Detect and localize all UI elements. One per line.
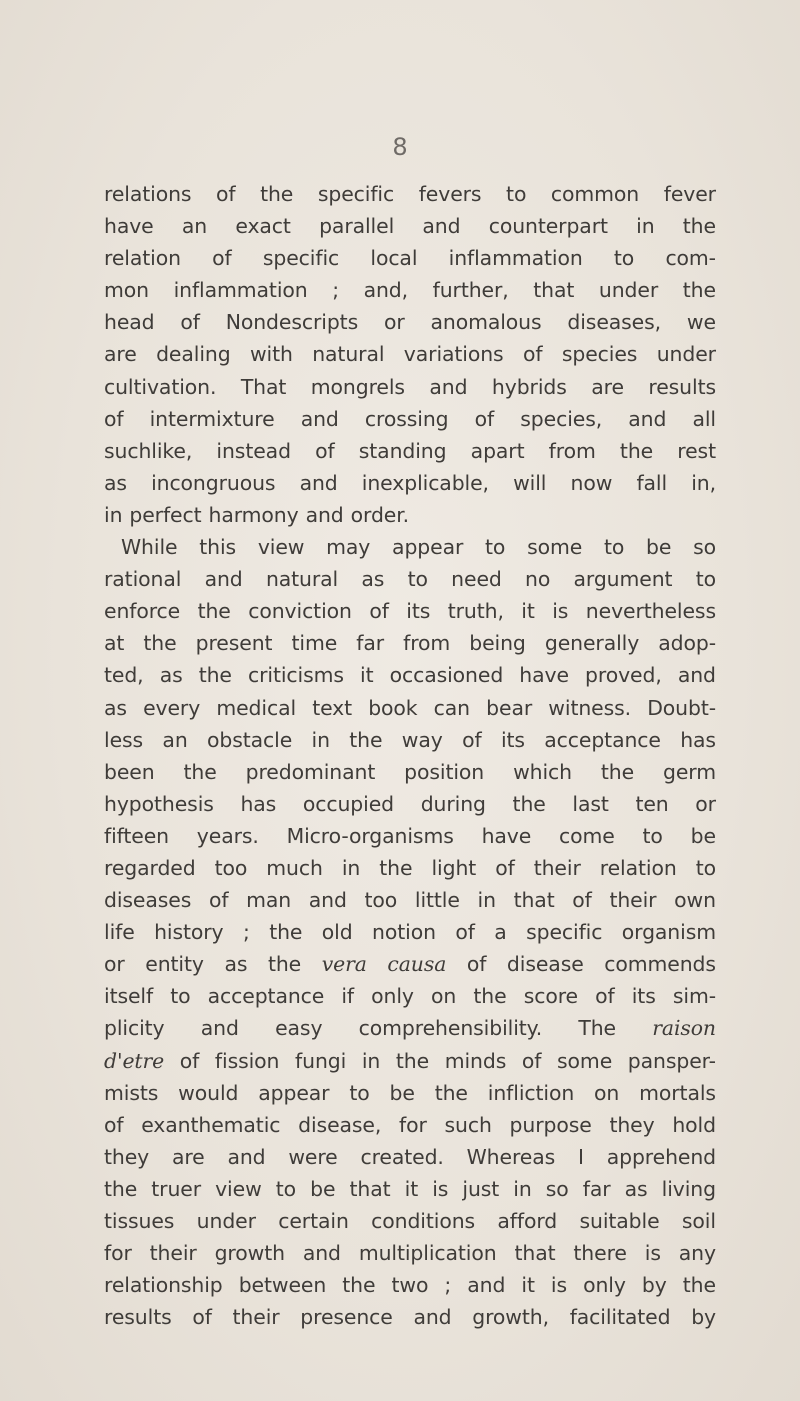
text-line: suchlike, instead of standing apart from the rest	[104, 438, 716, 463]
text-line: d'etre of fission fungi in the minds of some pansper-	[104, 1048, 716, 1073]
text-line: plicity and easy comprehensibility. The raison	[104, 1016, 716, 1041]
text-line: tissues under certain conditions afford suitable soil	[104, 1209, 716, 1233]
text-line: ted, as the criticisms it occasioned have proved, and	[104, 663, 716, 688]
text-line: relationship between the two ; and it is only by the	[104, 1273, 716, 1298]
text-line: cultivation. That mongrels and hybrids are results	[104, 374, 716, 399]
text-line: for their growth and multiplication that there is any	[104, 1241, 716, 1266]
text-line: mists would appear to be the infliction on mortals	[104, 1080, 716, 1105]
text-line: itself to acceptance if only on the score of its sim-	[104, 984, 716, 1009]
text-line: relations of the specific fevers to common fever	[104, 182, 716, 206]
text-line: head of Nondescripts or anomalous diseases, we	[104, 310, 716, 335]
text-line: rational and natural as to need no argument to	[104, 567, 716, 592]
text-line: or entity as the vera causa of disease commends	[104, 952, 716, 977]
text-line: less an obstacle in the way of its acceptance has	[104, 727, 716, 752]
text-line: of exanthematic disease, for such purpose they hold	[104, 1112, 716, 1137]
text-line: life history ; the old notion of a specific organism	[104, 920, 716, 945]
text-line: are dealing with natural variations of species under	[104, 342, 716, 367]
text-line: as incongruous and inexplicable, will now fall in,	[104, 470, 716, 495]
text-line: fifteen years. Micro-organisms have come to be	[104, 823, 716, 848]
text-line: of intermixture and crossing of species, and all	[104, 406, 716, 431]
text-line: in perfect harmony and order.	[104, 502, 410, 527]
text-line: have an exact parallel and counterpart in the	[104, 214, 716, 239]
text-line: regarded too much in the light of their relation to	[104, 855, 716, 880]
text-line: mon inflammation ; and, further, that under the	[104, 278, 716, 303]
text-line: at the present time far from being generally adop-	[104, 631, 716, 656]
text-line: enforce the conviction of its truth, it is nevertheless	[104, 599, 716, 624]
body-text	[104, 178, 716, 1333]
text-line: hypothesis has occupied during the last ten or	[104, 791, 716, 816]
text-line: results of their presence and growth, facilitated by	[104, 1305, 716, 1330]
text-line: While this view may appear to some to be so	[121, 535, 716, 560]
text-line: as every medical text book can bear witness. Doubt-	[104, 695, 716, 720]
text-line: relation of specific local inflammation to com-	[104, 246, 716, 271]
text-line: diseases of man and too little in that of their own	[104, 888, 716, 913]
text-line: the truer view to be that it is just in so far as living	[104, 1176, 716, 1201]
page-number: 8	[392, 133, 408, 161]
text-line: they are and were created. Whereas I apprehend	[104, 1144, 716, 1169]
text-line: been the predominant position which the germ	[104, 759, 716, 784]
